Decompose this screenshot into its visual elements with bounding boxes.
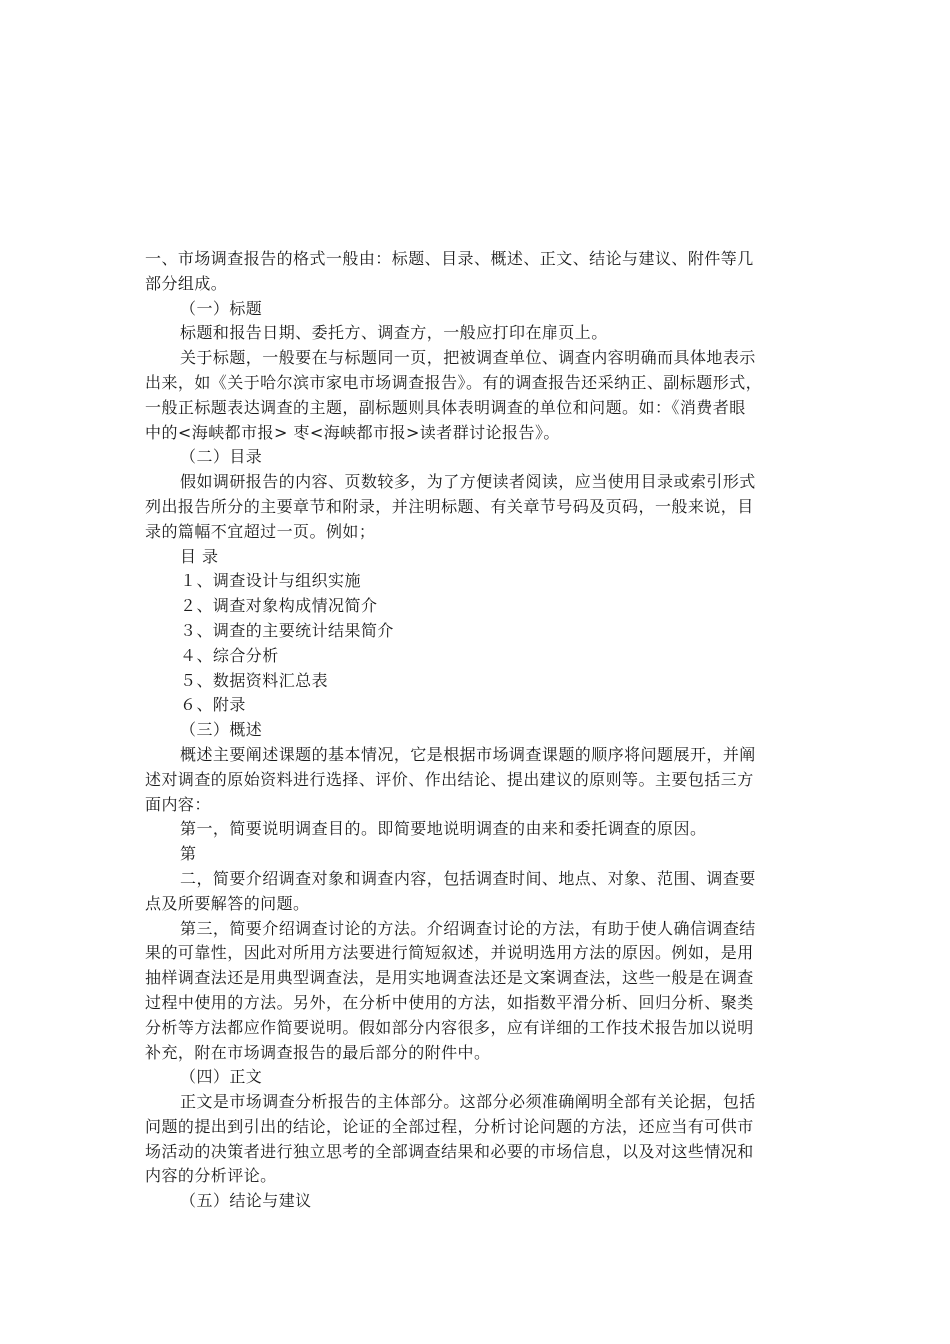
text-line: 述对调查的原始资料进行选择、评价、作出结论、提出建议的原则等。主要包括三方 [145,769,754,789]
text-line: 概述主要阐述课题的基本情况，它是根据市场调查课题的顺序将问题展开，并阐 [180,744,756,764]
text-line: 过程中使用的方法。另外，在分析中使用的方法，如指数平滑分析、回归分析、聚类 [145,992,754,1012]
text-line: 第 [180,844,197,864]
text-line: ４、综合分析 [180,645,279,665]
text-line: 果的可靠性，因此对所用方法要进行简短叙述，并说明选用方法的原因。例如，是用 [145,943,754,963]
text-line: ５、数据资料汇总表 [180,670,329,690]
text-line: 场活动的决策者进行独立思考的全部调查结果和必要的市场信息，以及对这些情况和 [145,1141,754,1161]
text-line: 正文是市场调查分析报告的主体部分。这部分必须准确阐明全部有关论据，包括 [180,1092,756,1112]
text-line: 面内容： [145,794,211,814]
text-line: 关于标题，一般要在与标题同一页，把被调查单位、调查内容明确而具体地表示 [180,348,756,368]
text-line: 第一，简要说明调查目的。即简要地说明调查的由来和委托调查的原因。 [180,819,707,839]
text-line: （三）概述 [180,720,263,740]
text-line: 中的<海峡都市报> 枣<海峡都市报>读者群讨论报告》。 [145,422,560,442]
text-line: （四）正文 [180,1067,263,1087]
text-line: （五）结论与建议 [180,1191,312,1211]
text-line: 问题的提出到引出的结论，论证的全部过程，分析讨论问题的方法，还应当有可供市 [145,1116,754,1136]
text-line: 抽样调查法还是用典型调查法，是用实地调查法还是文案调查法，这些一般是在调查 [145,968,754,988]
text-line: 内容的分析评论。 [145,1166,277,1186]
text-line: 第三，简要介绍调查讨论的方法。介绍调查讨论的方法，有助于使人确信调查结 [180,918,756,938]
text-line: １、调查设计与组织实施 [180,571,361,591]
text-line: 假如调研报告的内容、页数较多，为了方便读者阅读，应当使用目录或索引形式 [180,472,756,492]
text-line: 出来，如《关于哈尔滨市家电市场调查报告》。有的调查报告还采纳正、副标题形式， [145,372,763,392]
text-line: 点及所要解答的问题。 [145,893,310,913]
text-line: 标题和报告日期、委托方、调查方，一般应打印在扉页上。 [180,323,608,343]
text-line: 一、市场调查报告的格式一般由：标题、目录、概述、正文、结论与建议、附件等几 [145,249,754,268]
text-line: 二，简要介绍调查对象和调查内容，包括调查时间、地点、对象、范围、调查要 [180,868,756,888]
text-line: （一）标题 [180,298,263,318]
text-line: ２、调查对象构成情况简介 [180,596,378,616]
text-line: 部分组成。 [145,273,228,293]
text-line: 列出报告所分的主要章节和附录，并注明标题、有关章节号码及页码，一般来说，目 [145,496,754,516]
text-line: 目 录 [180,546,219,566]
text-line: 补充，附在市场调查报告的最后部分的附件中。 [145,1042,491,1062]
text-line: 录的篇幅不宜超过一页。例如； [145,521,376,541]
text-line: ３、调查的主要统计结果简介 [180,620,394,640]
text-line: ６、附录 [180,695,246,715]
text-line: 一般正标题表达调查的主题，副标题则具体表明调查的单位和问题。如：《消费者眼 [145,397,746,417]
text-line: （二）目录 [180,447,263,467]
text-line: 分析等方法都应作简要说明。假如部分内容很多，应有详细的工作技术报告加以说明 [145,1017,754,1037]
